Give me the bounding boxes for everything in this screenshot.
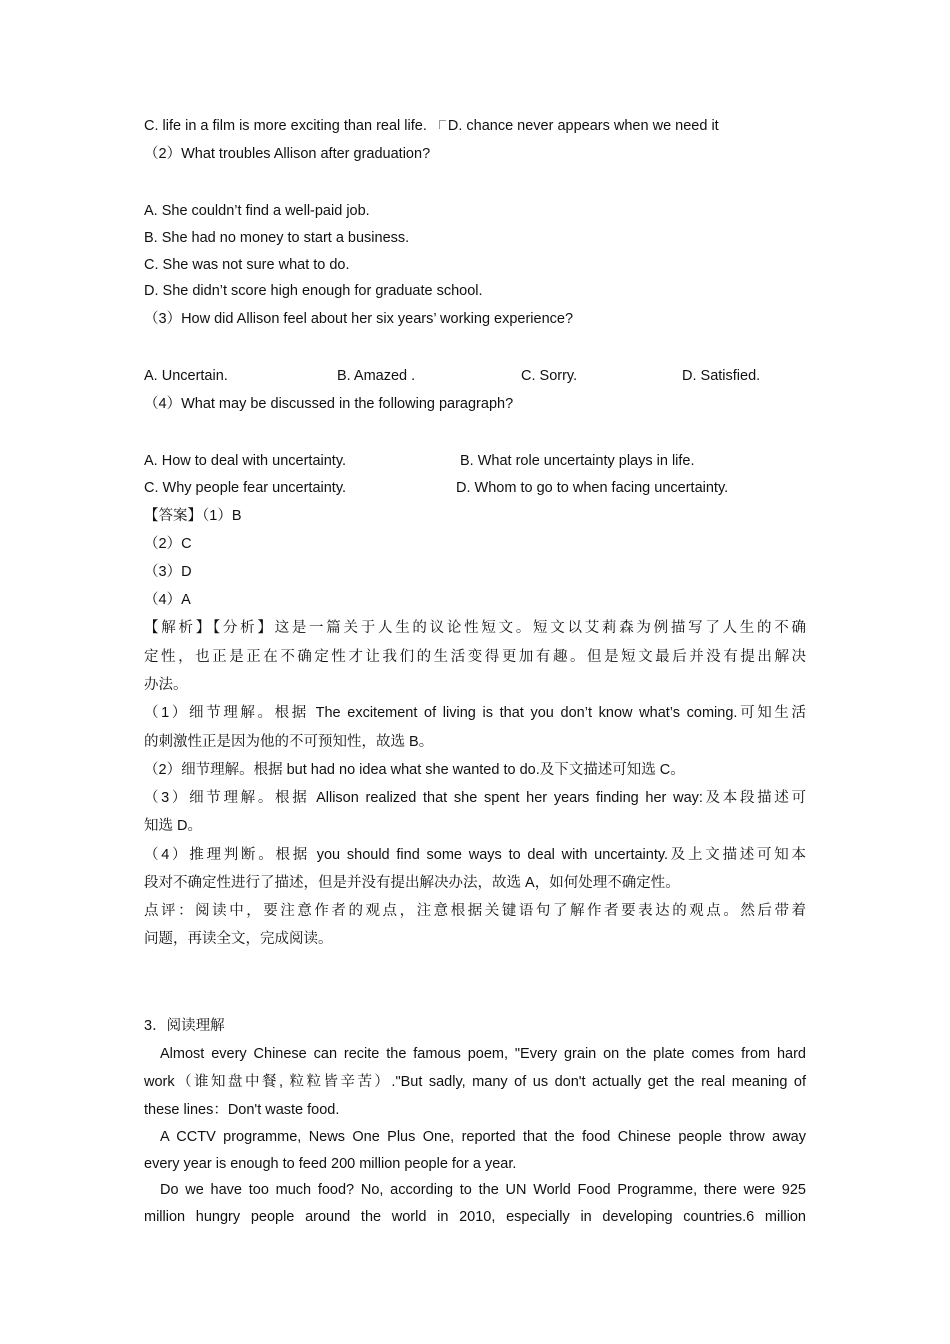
q3-option-d: D. Satisfied. [682, 368, 761, 384]
q4-question: （4）What may be discussed in the following paragraph? [144, 396, 514, 412]
analysis-line: （3）细节理解。根据 Allison realized that she spent her years finding her way:及本段描述可 [144, 790, 806, 806]
analysis-line: （1）细节理解。根据 The excitement of living is that you don’t know what’s coming.可知生活 [144, 705, 806, 721]
passage-line: million hungry people around the world in 2010, especially in developing countries.6 million [144, 1209, 806, 1225]
comment-line: 问题，再读全文，完成阅读。 [144, 931, 333, 947]
q1-option-c: C. life in a film is more exciting than real life. [144, 118, 427, 134]
analysis-line: 段对不确定性进行了描述，但是并没有提出解决办法，故选 A，如何处理不确定性。 [144, 875, 680, 891]
q2-option-c: C. She was not sure what to do. [144, 257, 350, 273]
passage-line: A CCTV programme, News One Plus One, reported that the food Chinese people throw away [160, 1129, 806, 1145]
analysis-line: 知选 D。 [144, 818, 202, 834]
q3-question: （3）How did Allison feel about her six years’ working experience? [144, 311, 574, 327]
q4-option-a: A. How to deal with uncertainty. [144, 453, 347, 469]
passage-line: Almost every Chinese can recite the famous poem, "Every grain on the plate comes from hard [160, 1046, 806, 1062]
passage-line: work（谁知盘中餐, 粒粒皆辛苦）."But sadly, many of us don't actually get the real meaning of [144, 1074, 806, 1090]
analysis-line: 办法。 [144, 677, 188, 693]
q4-option-d: D. Whom to go to when facing uncertainty. [456, 480, 729, 496]
q2-option-b: B. She had no money to start a business. [144, 230, 410, 246]
q3-option-b: B. Amazed . [337, 368, 416, 384]
anchor-mark-icon [439, 120, 446, 129]
answer-line-3: （3）D [144, 564, 192, 580]
q3-option-c: C. Sorry. [521, 368, 578, 384]
q2-option-d: D. She didn’t score high enough for graduate school. [144, 283, 483, 299]
q2-option-a: A. She couldn’t find a well-paid job. [144, 203, 370, 219]
section-3-heading: 3．阅读理解 [144, 1018, 225, 1034]
q2-question: （2）What troubles Allison after graduation? [144, 146, 431, 162]
q3-option-a: A. Uncertain. [144, 368, 228, 384]
q1-options-cd-line [144, 116, 719, 136]
answer-line-2: （2）C [144, 536, 192, 552]
passage-line: these lines：Don't waste food. [144, 1102, 340, 1118]
q4-option-b: B. What role uncertainty plays in life. [460, 453, 695, 469]
analysis-line: 【解析】【分析】这是一篇关于人生的议论性短文。短文以艾莉森为例描写了人生的不确 [144, 620, 806, 636]
answer-line-1: 【答案】（1）B [144, 508, 242, 524]
analysis-line: （4）推理判断。根据 you should find some ways to deal with uncertainty.及上文描述可知本 [144, 847, 806, 863]
analysis-line: 定性，也正是正在不确定性才让我们的生活变得更加有趣。但是短文最后并没有提出解决 [144, 649, 806, 665]
answer-line-4: （4）A [144, 592, 191, 608]
comment-line: 点评：阅读中，要注意作者的观点，注意根据关键语句了解作者要表达的观点。然后带着 [144, 903, 806, 919]
analysis-line: 的刺激性正是因为他的不可预知性，故选 B。 [144, 734, 434, 750]
analysis-line: （2）细节理解。根据 but had no idea what she wanted to do.及下文描述可知选 C。 [144, 762, 685, 778]
q4-option-c: C. Why people fear uncertainty. [144, 480, 347, 496]
passage-line: every year is enough to feed 200 million people for a year. [144, 1156, 517, 1172]
passage-line: Do we have too much food? No, according to the UN World Food Programme, there were 925 [160, 1182, 806, 1198]
q1-option-d: D. chance never appears when we need it [447, 118, 719, 134]
